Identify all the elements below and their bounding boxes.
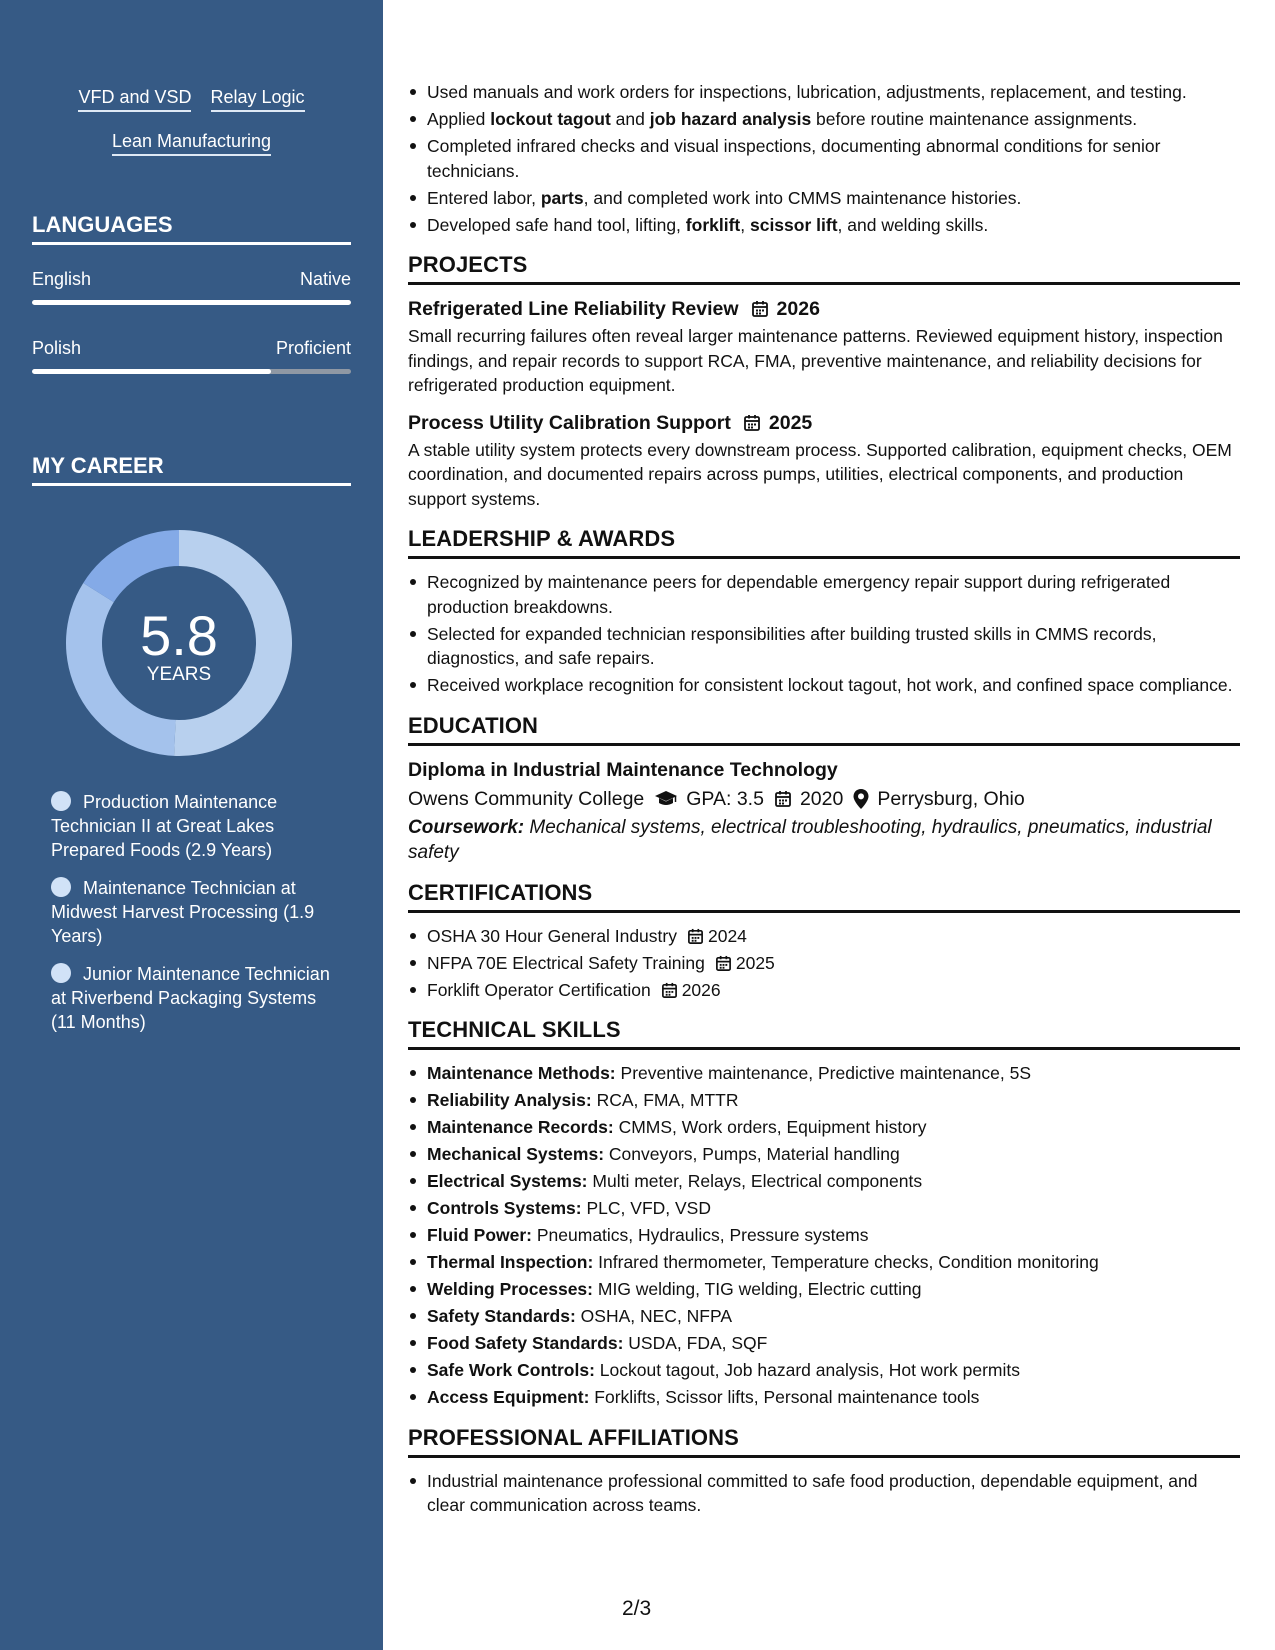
certifications-list [408,924,1240,1003]
education-details [408,786,1240,812]
skill-category: Access Equipment: [427,1387,590,1407]
degree-title: Diploma in Industrial Maintenance Technology [408,758,838,781]
leadership-list [408,570,1240,698]
skills-row [32,130,351,156]
skill-values: Multi meter, Relays, Electrical components [592,1171,923,1191]
leadership-heading: LEADERSHIP & AWARDS [408,525,1240,559]
skills-row [32,86,351,112]
language-bar [32,369,351,374]
career-dot-icon [51,963,71,983]
skill-category: Welding Processes: [427,1279,593,1299]
certifications-heading: CERTIFICATIONS [408,879,1240,913]
career-item: Junior Maintenance Technician at Riverbend Packaging Systems (11 Months) [51,964,330,1032]
skill-values: USDA, FDA, SQF [628,1333,768,1353]
project-title: Process Utility Calibration Support [408,411,731,434]
affiliations-heading: PROFESSIONAL AFFILIATIONS [408,1424,1240,1458]
project-description: Small recurring failures often reveal larger maintenance patterns. Reviewed equipment history, inspection findings, and repair records to support RCA, FMA, preventive maintenance, and reliability decisions for refrigerated production equipment. [408,326,1223,395]
technical-skill-item [408,1115,1240,1140]
experience-bullets [408,80,1240,237]
technical-skills-heading: TECHNICAL SKILLS [408,1016,1240,1050]
skill-tag-relay-logic[interactable]: Relay Logic [211,86,305,112]
career-item: Production Maintenance Technician II at Great Lakes Prepared Foods (2.9 Years) [51,792,278,860]
language-bar [32,300,351,305]
skill-values: Lockout tagout, Job hazard analysis, Hot work permits [599,1360,1020,1380]
graduation-year: 2020 [799,787,844,810]
skill-category: Mechanical Systems: [427,1144,605,1164]
career-heading: MY CAREER [32,452,351,486]
skill-values: CMMS, Work orders, Equipment history [618,1117,927,1137]
experience-bullet: Used manuals and work orders for inspections, lubrication, adjustments, replacement, and testing. [408,80,1240,105]
page-number: 2/3 [622,1597,652,1620]
coursework-label: Coursework: [408,816,525,838]
school-location: Perrysburg, Ohio [877,787,1025,810]
skill-values: Infrared thermometer, Temperature checks, Condition monitoring [598,1252,1099,1272]
language-name: English [32,269,92,289]
technical-skill-item [408,1277,1240,1302]
skill-category: Food Safety Standards: [427,1333,624,1353]
language-level: Proficient [275,338,351,358]
career-donut-chart [66,530,292,756]
skill-category: Thermal Inspection: [427,1252,594,1272]
technical-skill-item [408,1196,1240,1221]
technical-skill-item [408,1331,1240,1356]
skill-category: Electrical Systems: [427,1171,588,1191]
skill-values: OSHA, NEC, NFPA [580,1306,733,1326]
skill-category: Fluid Power: [427,1225,532,1245]
language-polish [32,337,351,374]
sidebar [0,0,383,1650]
skill-values: MIG welding, TIG welding, Electric cutting [597,1279,922,1299]
gpa: GPA: 3.5 [686,787,764,810]
project-year: 2026 [776,298,820,320]
career-item: Maintenance Technician at Midwest Harvest Processing (1.9 Years) [51,878,315,946]
language-level: Native [299,269,351,289]
languages-heading: LANGUAGES [32,211,351,245]
graduation-cap-icon [654,790,678,808]
affiliations-list [408,1469,1240,1518]
technical-skill-item [408,1142,1240,1167]
skill-category: Maintenance Methods: [427,1063,616,1083]
calendar-icon [751,296,769,322]
projects-heading: PROJECTS [408,251,1240,285]
skill-values: Forklifts, Scissor lifts, Personal maintenance tools [594,1387,980,1407]
school-name: Owens Community College [408,787,645,810]
project-item [408,296,1240,398]
skill-values: PLC, VFD, VSD [586,1198,711,1218]
technical-skill-item [408,1304,1240,1329]
career-years-number: 5.8 [140,604,218,667]
language-name: Polish [32,338,82,358]
skill-values: Conveyors, Pumps, Material handling [608,1144,900,1164]
leadership-item: Recognized by maintenance peers for dependable emergency repair support during refrigerated production breakdowns. [408,570,1240,619]
calendar-icon [687,928,704,945]
career-years-unit: YEARS [146,664,212,685]
technical-skill-item [408,1223,1240,1248]
calendar-icon [661,982,678,999]
technical-skill-item [408,1088,1240,1113]
technical-skill-item [408,1169,1240,1194]
experience-bullet: Completed infrared checks and visual inspections, documenting abnormal conditions for senior technicians. [408,134,1240,183]
skill-category: Safe Work Controls: [427,1360,595,1380]
experience-bullet: Developed safe hand tool, lifting, forklift, scissor lift, and welding skills. [408,213,1240,238]
location-pin-icon [853,789,869,809]
main-content [408,80,1240,1520]
certification-item: Forklift Operator Certification 2026 [408,978,1240,1003]
project-title: Refrigerated Line Reliability Review [408,298,739,320]
experience-bullet: Entered labor, parts, and completed work into CMMS maintenance histories. [408,186,1240,211]
skill-tag-vfd[interactable]: VFD and VSD [78,86,191,112]
calendar-icon [743,410,761,436]
certification-item: OSHA 30 Hour General Industry 2024 [408,924,1240,949]
sidebar-skills [32,86,351,174]
technical-skill-item [408,1061,1240,1086]
skill-values: Pneumatics, Hydraulics, Pressure systems [536,1225,869,1245]
experience-bullet: Applied lockout tagout and job hazard analysis before routine maintenance assignments. [408,107,1240,132]
education-heading: EDUCATION [408,712,1240,746]
skill-values: Preventive maintenance, Predictive maintenance, 5S [620,1063,1032,1083]
career-dot-icon [51,791,71,811]
career-list [51,790,336,1048]
leadership-item: Selected for expanded technician responsibilities after building trusted skills in CMMS records, diagnostics, and safe repairs. [408,622,1240,671]
coursework-text: Mechanical systems, electrical troubleshooting, hydraulics, pneumatics, industrial safety [408,816,1212,863]
technical-skill-item [408,1385,1240,1410]
language-english [32,268,351,305]
technical-skills-list [408,1061,1240,1410]
leadership-item: Received workplace recognition for consistent lockout tagout, hot work, and confined space compliance. [408,673,1240,698]
coursework [408,815,1240,865]
calendar-icon [715,955,732,972]
career-dot-icon [51,877,71,897]
calendar-icon [774,790,792,808]
certification-item: NFPA 70E Electrical Safety Training 2025 [408,951,1240,976]
affiliation-item: Industrial maintenance professional committed to safe food production, dependable equipment, and clear communication across teams. [408,1469,1240,1518]
skill-category: Controls Systems: [427,1198,582,1218]
skill-tag-lean[interactable]: Lean Manufacturing [112,130,271,156]
project-item [408,410,1240,512]
project-description: A stable utility system protects every downstream process. Supported calibration, equipment checks, OEM coordination, and documented repairs across pumps, utilities, electrical components, and production support systems. [408,439,1232,509]
skill-category: Maintenance Records: [427,1117,614,1137]
technical-skill-item [408,1250,1240,1275]
technical-skill-item [408,1358,1240,1383]
skill-values: RCA, FMA, MTTR [596,1090,739,1110]
project-year: 2025 [768,411,813,434]
skill-category: Reliability Analysis: [427,1090,592,1110]
skill-category: Safety Standards: [427,1306,576,1326]
